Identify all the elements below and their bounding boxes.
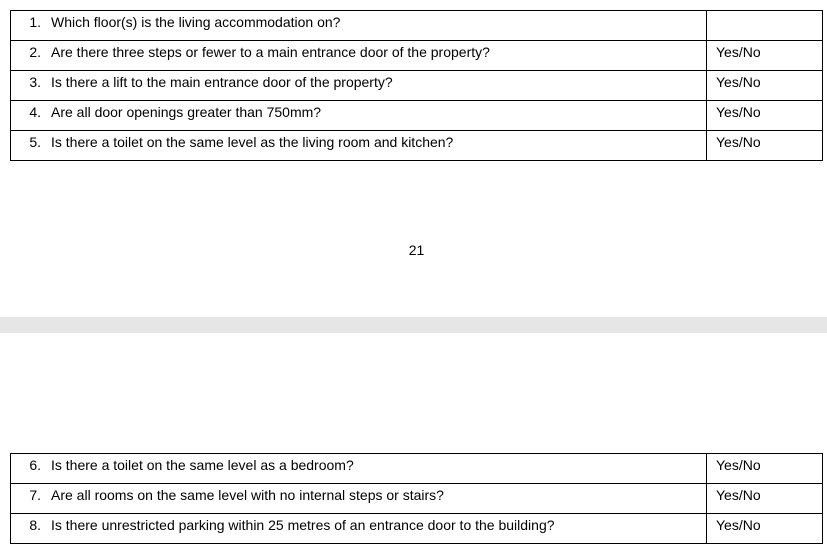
answer-text: Yes/No bbox=[716, 134, 761, 150]
table-row bbox=[11, 131, 823, 161]
answer-cell[interactable] bbox=[707, 454, 823, 484]
question-cell bbox=[11, 484, 707, 514]
table-row bbox=[11, 101, 823, 131]
question-number: 3. bbox=[29, 74, 41, 90]
answer-cell[interactable] bbox=[707, 514, 823, 544]
question-number: 7. bbox=[29, 487, 41, 503]
question-cell bbox=[11, 514, 707, 544]
questionnaire-table-bottom bbox=[10, 453, 823, 544]
table-row bbox=[11, 484, 823, 514]
question-cell bbox=[11, 41, 707, 71]
question-text: Is there a lift to the main entrance door of the property? bbox=[51, 74, 393, 90]
question-text: Are all rooms on the same level with no internal steps or stairs? bbox=[51, 487, 444, 503]
question-cell bbox=[11, 131, 707, 161]
question-number: 2. bbox=[29, 44, 41, 60]
answer-text: Yes/No bbox=[716, 517, 761, 533]
answer-cell[interactable] bbox=[707, 484, 823, 514]
question-text: Is there a toilet on the same level as a bedroom? bbox=[51, 457, 354, 473]
page-number: 21 bbox=[408, 242, 425, 258]
table-row bbox=[11, 71, 823, 101]
answer-cell[interactable] bbox=[707, 131, 823, 161]
answer-text: Yes/No bbox=[716, 74, 761, 90]
answer-text: Yes/No bbox=[716, 487, 761, 503]
table-row bbox=[11, 514, 823, 544]
question-number: 5. bbox=[29, 134, 41, 150]
answer-text: Yes/No bbox=[716, 457, 761, 473]
page-break-divider bbox=[0, 317, 827, 333]
table-row bbox=[11, 454, 823, 484]
question-text: Is there a toilet on the same level as the living room and kitchen? bbox=[51, 134, 454, 150]
question-number: 8. bbox=[29, 517, 41, 533]
questionnaire-table-top bbox=[10, 10, 823, 161]
answer-cell[interactable] bbox=[707, 41, 823, 71]
table-row bbox=[11, 11, 823, 41]
table-row bbox=[11, 41, 823, 71]
answer-text: Yes/No bbox=[716, 44, 761, 60]
question-cell bbox=[11, 454, 707, 484]
question-number: 1. bbox=[29, 14, 41, 30]
question-cell bbox=[11, 11, 707, 41]
answer-cell[interactable] bbox=[707, 11, 823, 41]
answer-cell[interactable] bbox=[707, 71, 823, 101]
question-cell bbox=[11, 71, 707, 101]
question-cell bbox=[11, 101, 707, 131]
question-number: 4. bbox=[29, 104, 41, 120]
question-text: Are all door openings greater than 750mm? bbox=[51, 104, 322, 120]
answer-cell[interactable] bbox=[707, 101, 823, 131]
answer-text: Yes/No bbox=[716, 104, 761, 120]
question-text: Is there unrestricted parking within 25 metres of an entrance door to the building? bbox=[51, 517, 555, 533]
question-text: Are there three steps or fewer to a main entrance door of the property? bbox=[51, 44, 490, 60]
answer-text bbox=[707, 21, 716, 24]
question-text: Which floor(s) is the living accommodation on? bbox=[51, 14, 341, 30]
question-number: 6. bbox=[29, 457, 41, 473]
